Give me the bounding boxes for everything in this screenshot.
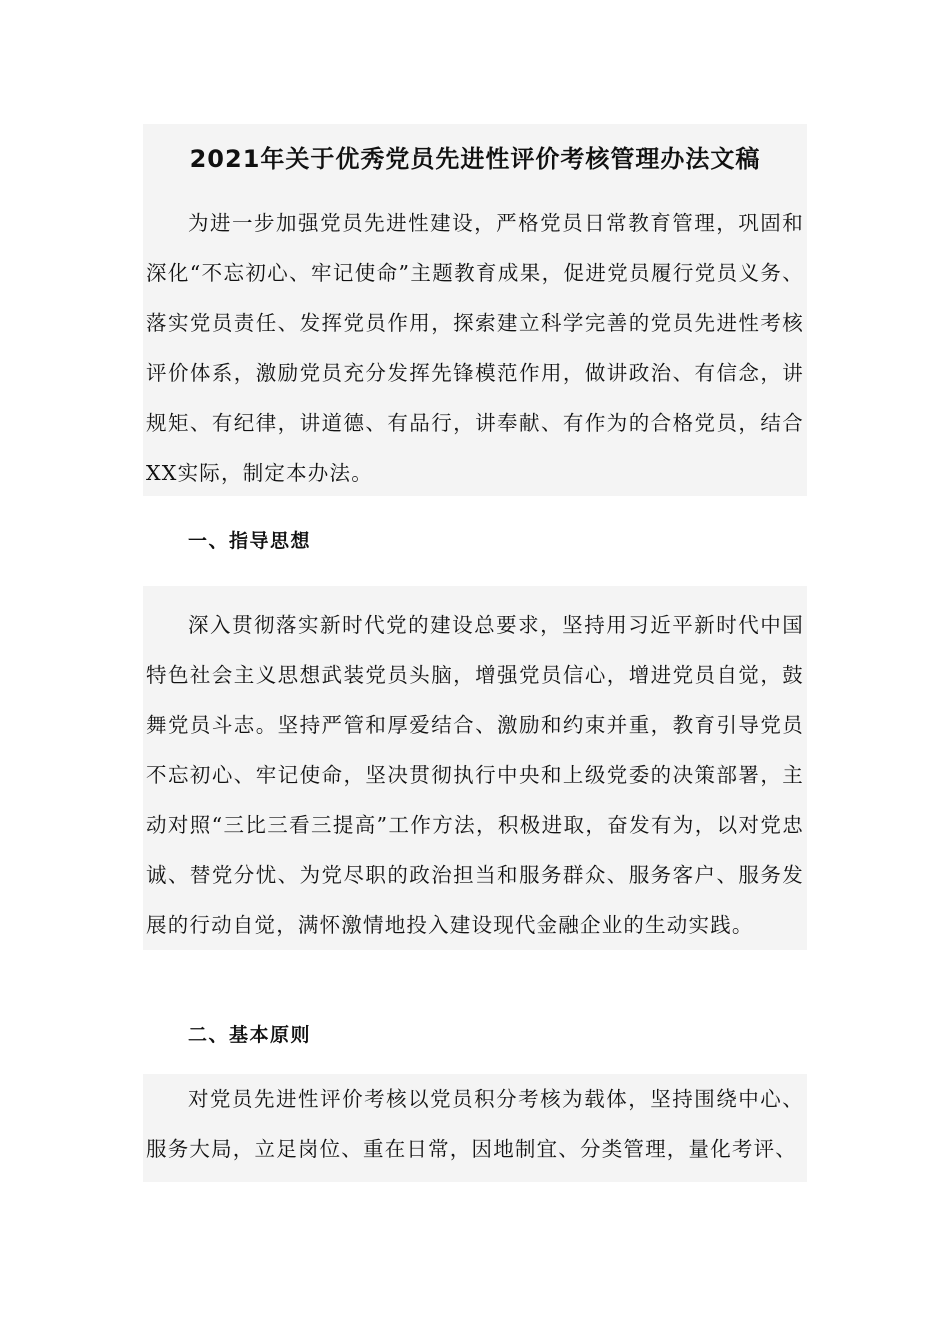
section-1-block bbox=[143, 516, 807, 994]
section-2-block bbox=[143, 1010, 807, 1182]
section-1-body-wrap bbox=[143, 586, 807, 950]
title-block bbox=[143, 124, 807, 194]
section-paragraph-basic-principles: 对党员先进性评价考核以党员积分考核为载体，坚持围绕中心、服务大局，立足岗位、重在日常，因地制宜、分类管理，量化考评、 bbox=[146, 1087, 804, 1161]
intro-block bbox=[143, 194, 807, 496]
section-paragraph-guiding-ideology: 深入贯彻落实新时代党的建设总要求，坚持用习近平新时代中国特色社会主义思想武装党员头脑，增强党员信心，增进党员自觉，鼓舞党员斗志。坚持严管和厚爱结合、激励和约束并重，教育引导党员不忘初心、牢记使命，坚决贯彻执行中央和上级党委的决策部署，主动对照“三比三看三提高”工作方法，积极进取，奋发有为，以对党忠诚、替党分忧、为党尽职的政治担当和服务群众、服务客户、服务发展的行动自觉，满怀激情地投入建设现代金融企业的生动实践。 bbox=[146, 613, 804, 937]
section-2-body-wrap bbox=[143, 1074, 807, 1182]
section-heading-guiding-ideology: 一、指导思想 bbox=[188, 530, 312, 552]
document-title: 2021年关于优秀党员先进性评价考核管理办法文稿 bbox=[189, 145, 761, 173]
intro-paragraph: 为进一步加强党员先进性建设，严格党员日常教育管理，巩固和深化“不忘初心、牢记使命”主题教育成果，促进党员履行党员义务、落实党员责任、发挥党员作用，探索建立科学完善的党员先进性考核评价体系，激励党员充分发挥先锋模范作用，做讲政治、有信念，讲规矩、有纪律，讲道德、有品行，讲奉献、有作为的合格党员，结合XX实际，制定本办法。 bbox=[146, 211, 804, 485]
section-heading-basic-principles: 二、基本原则 bbox=[188, 1024, 312, 1046]
